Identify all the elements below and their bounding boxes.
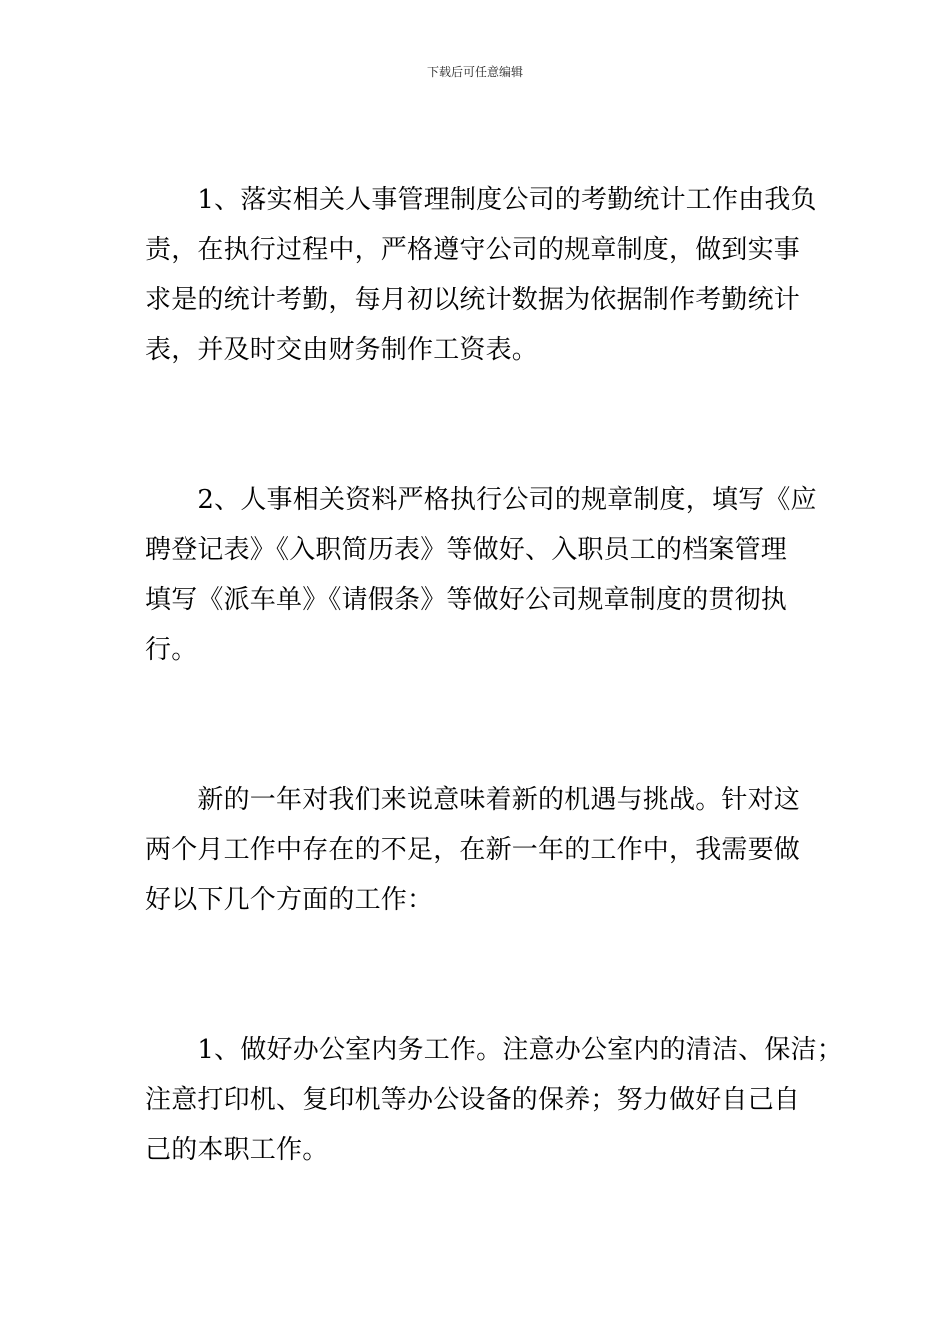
paragraph-line: 1、做好办公室内务工作。注意办公室内的清洁、保洁； xyxy=(145,1035,843,1065)
page-header-note: 下载后可任意编辑 xyxy=(426,65,523,79)
paragraph-line: 行。 xyxy=(145,635,198,665)
paragraph-line: 好以下几个方面的工作： xyxy=(145,885,434,915)
paragraph-line: 两个月工作中存在的不足，在新一年的工作中，我需要做 xyxy=(145,835,801,865)
paragraph-line: 责，在执行过程中，严格遵守公司的规章制度，做到实事 xyxy=(145,235,801,265)
paragraph-line: 聘登记表》《入职简历表》等做好、入职员工的档案管理 xyxy=(145,535,788,565)
paragraph-line: 己的本职工作。 xyxy=(145,1135,329,1165)
paragraph-line: 1、落实相关人事管理制度公司的考勤统计工作由我负 xyxy=(145,185,817,215)
paragraph-line: 新的一年对我们来说意味着新的机遇与挑战。针对这 xyxy=(145,785,801,815)
paragraph-line: 填写《派车单》《请假条》等做好公司规章制度的贯彻执 xyxy=(145,585,788,615)
paragraph-line: 求是的统计考勤，每月初以统计数据为依据制作考勤统计 xyxy=(145,285,801,315)
paragraph-line: 表，并及时交由财务制作工资表。 xyxy=(145,335,539,365)
paragraph-line: 注意打印机、复印机等办公设备的保养；努力做好自己自 xyxy=(145,1085,801,1115)
paragraph-line: 2、人事相关资料严格执行公司的规章制度，填写《应 xyxy=(145,485,817,515)
